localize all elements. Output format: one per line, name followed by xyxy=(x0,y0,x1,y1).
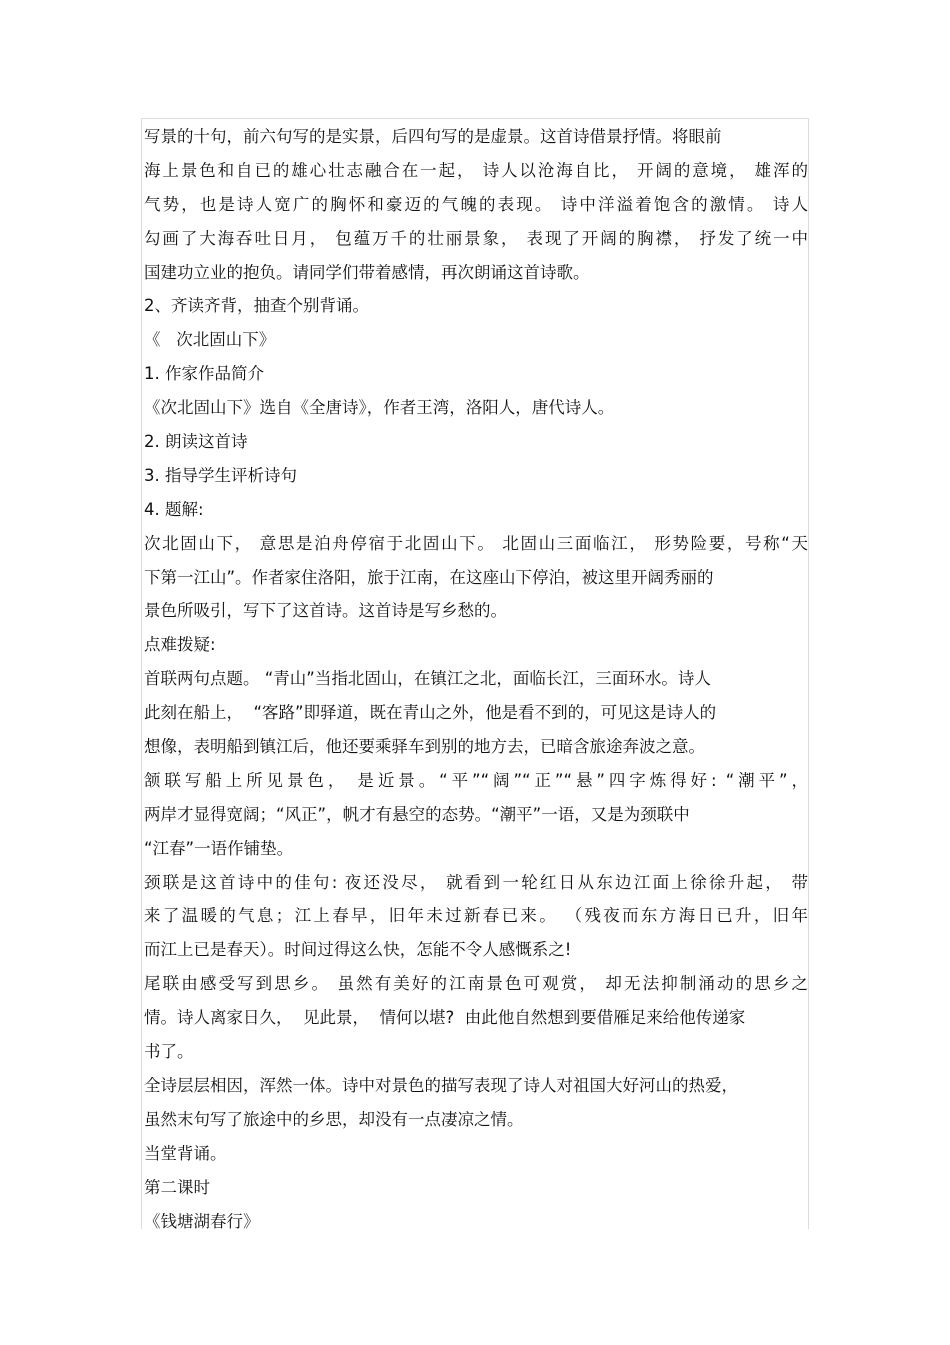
text-line: 而江上已是春天）。时间过得这么快，怎能不令人感慨系之! xyxy=(144,940,572,960)
text-line: 情。诗人离家日久， 见此景， 情何以堪? 由此他自然想到要借雁足来给他传递家 xyxy=(144,1008,746,1028)
text-line: 景色所吸引，写下了这首诗。这首诗是写乡愁的。 xyxy=(144,601,507,621)
text-line: 两岸才显得宽阔；“风正”，帆才有悬空的态势。“潮平”一语，又是为颈联中 xyxy=(144,804,690,824)
text-line: 写景的十句，前六句写的是实景，后四句写的是虚景。这首诗借景抒情。将眼前 xyxy=(144,127,722,146)
section-title: 《钱塘湖春行》 xyxy=(144,1211,260,1231)
text-line: 想像，表明船到镇江后，他还要乘驿车到别的地方去，已暗含旅途奔波之意。 xyxy=(144,737,705,757)
text-line: 来了温暖的气息；江上春早，旧年未过新春已来。 （残夜而东方海日已升，旧年 xyxy=(144,906,808,926)
text-line: 1. 作家作品简介 xyxy=(144,364,264,384)
text-line: 勾画了大海吞吐日月， 包蕴万千的壮丽景象， 表现了开阔的胸襟， 抒发了统一中 xyxy=(144,228,808,248)
section-title: 第二课时 xyxy=(144,1177,210,1197)
text-line: 2、齐读齐背，抽查个别背诵。 xyxy=(144,296,369,316)
section-title: 《 次北固山下》 xyxy=(144,330,276,350)
text-line: 《次北固山下》选自《全唐诗》，作者王湾，洛阳人，唐代诗人。 xyxy=(144,398,615,418)
text-line: 虽然末句写了旅途中的乡思，却没有一点凄凉之情。 xyxy=(144,1109,524,1129)
text-line: 此刻在船上， “客路”即驿道，既在青山之外，他是看不到的，可见这是诗人的 xyxy=(144,703,717,723)
text-line: 2. 朗读这首诗 xyxy=(144,432,248,452)
text-line: 4. 题解: xyxy=(144,499,204,519)
text-line: 点难拨疑: xyxy=(144,635,216,655)
text-line: 当堂背诵。 xyxy=(144,1143,227,1163)
text-line: 全诗层层相因，浑然一体。诗中对景色的描写表现了诗人对祖国大好河山的热爱， xyxy=(144,1075,738,1095)
text-line: 书了。 xyxy=(144,1042,194,1062)
text-line: 颔联写船上所见景色， 是近景。“平”“阔”“正”“悬”四字炼得好: “潮平”， xyxy=(144,770,808,790)
text-line: 颈联是这首诗中的佳句: 夜还没尽， 就看到一轮红日从东边江面上徐徐升起， 带 xyxy=(144,872,808,892)
text-line: “江春”一语作铺垫。 xyxy=(144,838,294,858)
document-body xyxy=(144,120,808,1238)
text-line: 国建功立业的抱负。请同学们带着感情，再次朗诵这首诗歌。 xyxy=(144,262,590,282)
text-line: 下第一江山”。作者家住洛阳，旅于江南，在这座山下停泊，被这里开阔秀丽的 xyxy=(144,567,714,587)
text-line: 首联两句点题。 “青山”当指北固山，在镇江之北，面临长江，三面环水。诗人 xyxy=(144,669,711,689)
text-line: 3. 指导学生评析诗句 xyxy=(144,465,297,485)
text-line: 尾联由感受写到思乡。 虽然有美好的江南景色可观赏， 却无法抑制涌动的思乡之 xyxy=(144,974,808,994)
text-line: 气势，也是诗人宽广的胸怀和豪迈的气魄的表现。 诗中洋溢着饱含的激情。 诗人 xyxy=(144,194,808,214)
text-line: 次北固山下， 意思是泊舟停宿于北固山下。 北固山三面临江， 形势险要，号称“天 xyxy=(144,533,808,553)
text-line: 海上景色和自已的雄心壮志融合在一起， 诗人以沧海自比， 开阔的意境， 雄浑的 xyxy=(144,160,808,180)
